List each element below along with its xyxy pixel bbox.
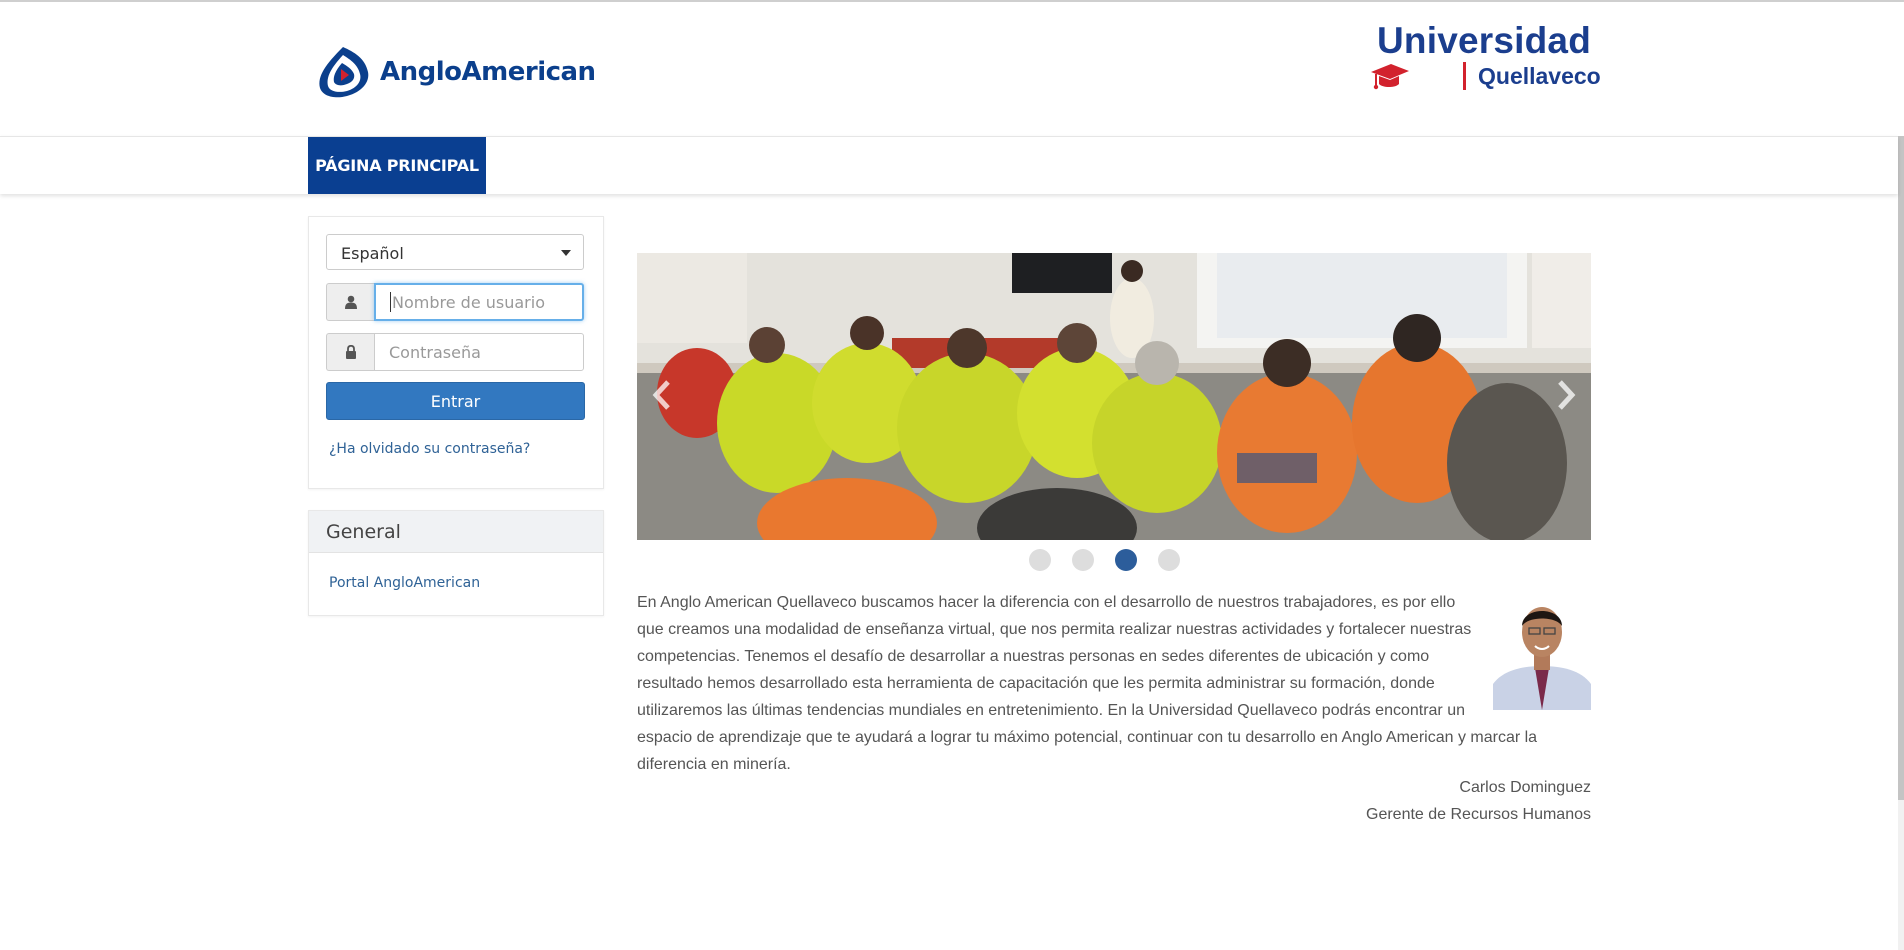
angloamerican-logo[interactable] — [314, 42, 596, 102]
password-group — [326, 333, 584, 371]
logo-title: Universidad — [1377, 20, 1591, 61]
chevron-right-icon — [1556, 379, 1576, 411]
carousel-next-arrow[interactable] — [1551, 375, 1581, 415]
general-panel — [308, 510, 604, 616]
carousel-indicators — [1029, 549, 1201, 571]
username-group — [326, 283, 584, 321]
manager-portrait — [1493, 592, 1591, 710]
carousel-prev-arrow[interactable] — [647, 375, 677, 415]
signature-name: Carlos Dominguez — [1459, 779, 1591, 796]
login-panel — [308, 216, 604, 489]
training-session-photo — [637, 253, 1591, 540]
main-navbar — [0, 136, 1898, 194]
logo-divider — [1463, 62, 1466, 90]
language-select-value: Español — [341, 244, 404, 263]
site-header — [0, 2, 1904, 136]
chevron-down-icon — [561, 250, 571, 256]
intro-paragraph: En Anglo American Quellaveco buscamos hacer la diferencia con el desarrollo de nuestros trabajadores, es por ello que creamos una modalidad de enseñanza virtual, que nos permita realizar nuestras actividades y fortalecer nuestras competencias. Tenemos el desafío de desarrollar a nuestras personas en sedes diferentes de ubicación y como resultado hemos desarrollado esta herramienta de capacitación que les permita administrar su formación, donde utilizaremos las últimas tendencias mundiales en entretenimiento. En la Universidad Quellaveco podrás encontrar un espacio de aprendizaje que te ayudará a lograr tu máximo potencial, continuar con tu desarrollo en Anglo American y marcar la diferencia en minería. — [637, 594, 1538, 773]
portal-angloamerican-link[interactable]: Portal AngloAmerican — [329, 575, 481, 591]
nav-home-link[interactable]: PÁGINA PRINCIPAL — [308, 137, 486, 194]
carousel-dot-1[interactable] — [1029, 549, 1051, 571]
signature-role: Gerente de Recursos Humanos — [1366, 806, 1591, 823]
angloamerican-emblem-icon — [314, 44, 372, 100]
carousel-dot-2[interactable] — [1072, 549, 1094, 571]
password-input[interactable]: Contraseña — [374, 333, 584, 371]
logo-subtitle: Quellaveco — [1478, 63, 1601, 89]
graduation-cap-icon — [1369, 60, 1411, 92]
universidad-quellaveco-logo[interactable] — [1369, 20, 1601, 92]
forgot-password-link[interactable]: ¿Ha olvidado su contraseña? — [329, 441, 531, 457]
username-input[interactable]: Nombre de usuario — [374, 283, 584, 321]
intro-section — [637, 589, 1591, 778]
chevron-left-icon — [652, 379, 672, 411]
lock-icon — [326, 333, 374, 371]
general-heading: General — [309, 511, 603, 553]
language-select[interactable] — [326, 234, 584, 270]
image-carousel[interactable] — [637, 253, 1591, 540]
angloamerican-wordmark: AngloAmerican — [380, 57, 596, 87]
login-button[interactable]: Entrar — [326, 382, 585, 420]
carousel-dot-3[interactable] — [1115, 549, 1137, 571]
carousel-dot-4[interactable] — [1158, 549, 1180, 571]
user-icon — [326, 283, 374, 321]
